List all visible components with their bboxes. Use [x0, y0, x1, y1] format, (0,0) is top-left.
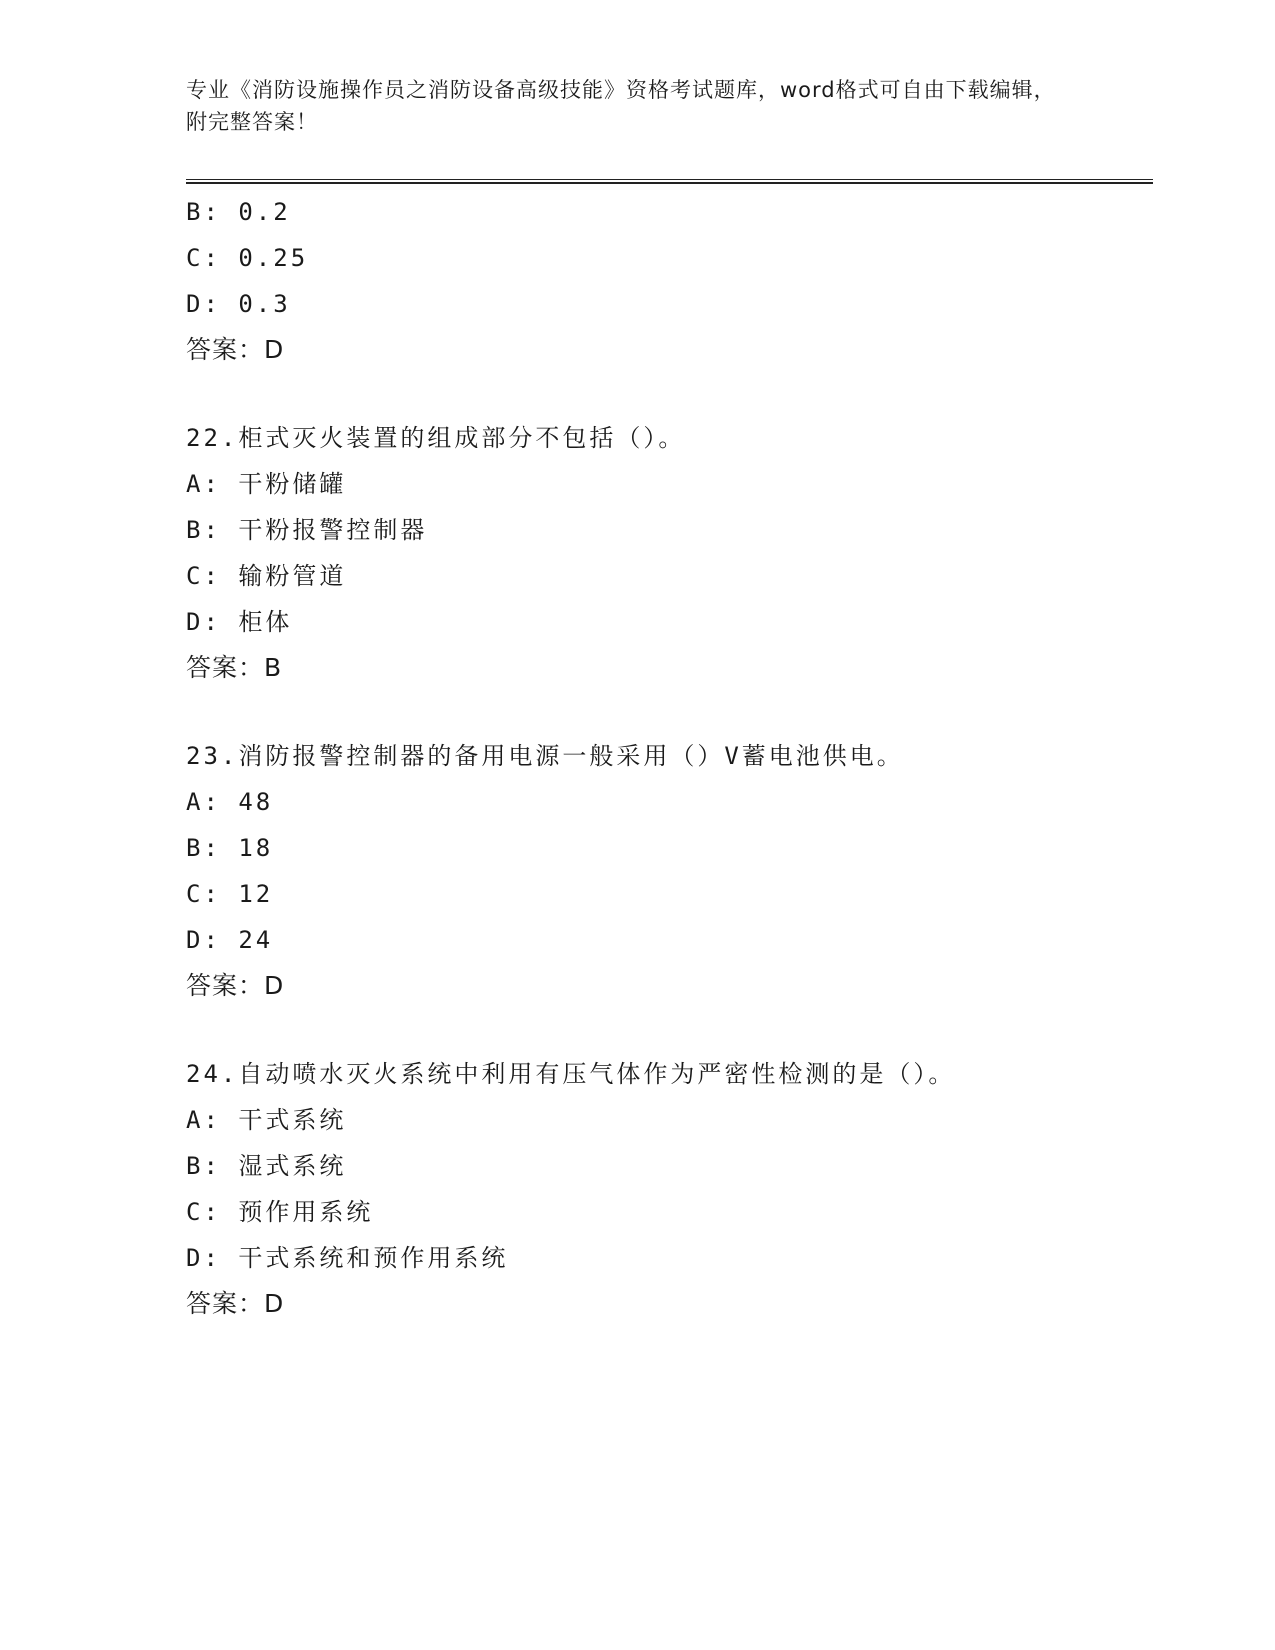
question-block-23 — [186, 733, 1146, 1009]
option-a: A: 干粉储罐 — [186, 470, 347, 498]
option-b: B: 0.2 — [186, 198, 291, 226]
question-stem: 23.消防报警控制器的备用电源一般采用（）V蓄电池供电。 — [186, 742, 904, 770]
question-stem: 22.柜式灭火装置的组成部分不包括（）。 — [186, 424, 686, 452]
question-block-22 — [186, 415, 1146, 691]
question-list — [186, 189, 1146, 1327]
header-rule-thick — [186, 182, 1153, 184]
document-header: 专业《消防设施操作员之消防设备高级技能》资格考试题库，word格式可自由下载编辑，附完整答案！ — [186, 78, 1056, 134]
option-a: A: 48 — [186, 788, 274, 816]
answer-line: 答案：D — [186, 1289, 285, 1318]
option-c: C: 输粉管道 — [186, 562, 347, 590]
option-d: D: 柜体 — [186, 608, 293, 636]
question-block-24 — [186, 1051, 1146, 1327]
option-b: B: 干粉报警控制器 — [186, 516, 428, 544]
option-b: B: 18 — [186, 834, 274, 862]
option-c: C: 0.25 — [186, 244, 309, 272]
question-stem: 24.自动喷水灭火系统中利用有压气体作为严密性检测的是（）。 — [186, 1060, 956, 1088]
answer-line: 答案：D — [186, 335, 285, 364]
option-d: D: 干式系统和预作用系统 — [186, 1244, 509, 1272]
answer-line: 答案：D — [186, 971, 285, 1000]
question-block-21 — [186, 189, 1146, 373]
option-c: C: 12 — [186, 880, 274, 908]
option-b: B: 湿式系统 — [186, 1152, 347, 1180]
answer-line: 答案：B — [186, 653, 283, 682]
option-c: C: 预作用系统 — [186, 1198, 374, 1226]
option-a: A: 干式系统 — [186, 1106, 347, 1134]
option-d: D: 24 — [186, 926, 274, 954]
option-d: D: 0.3 — [186, 290, 291, 318]
header-rule-thin — [186, 179, 1153, 180]
